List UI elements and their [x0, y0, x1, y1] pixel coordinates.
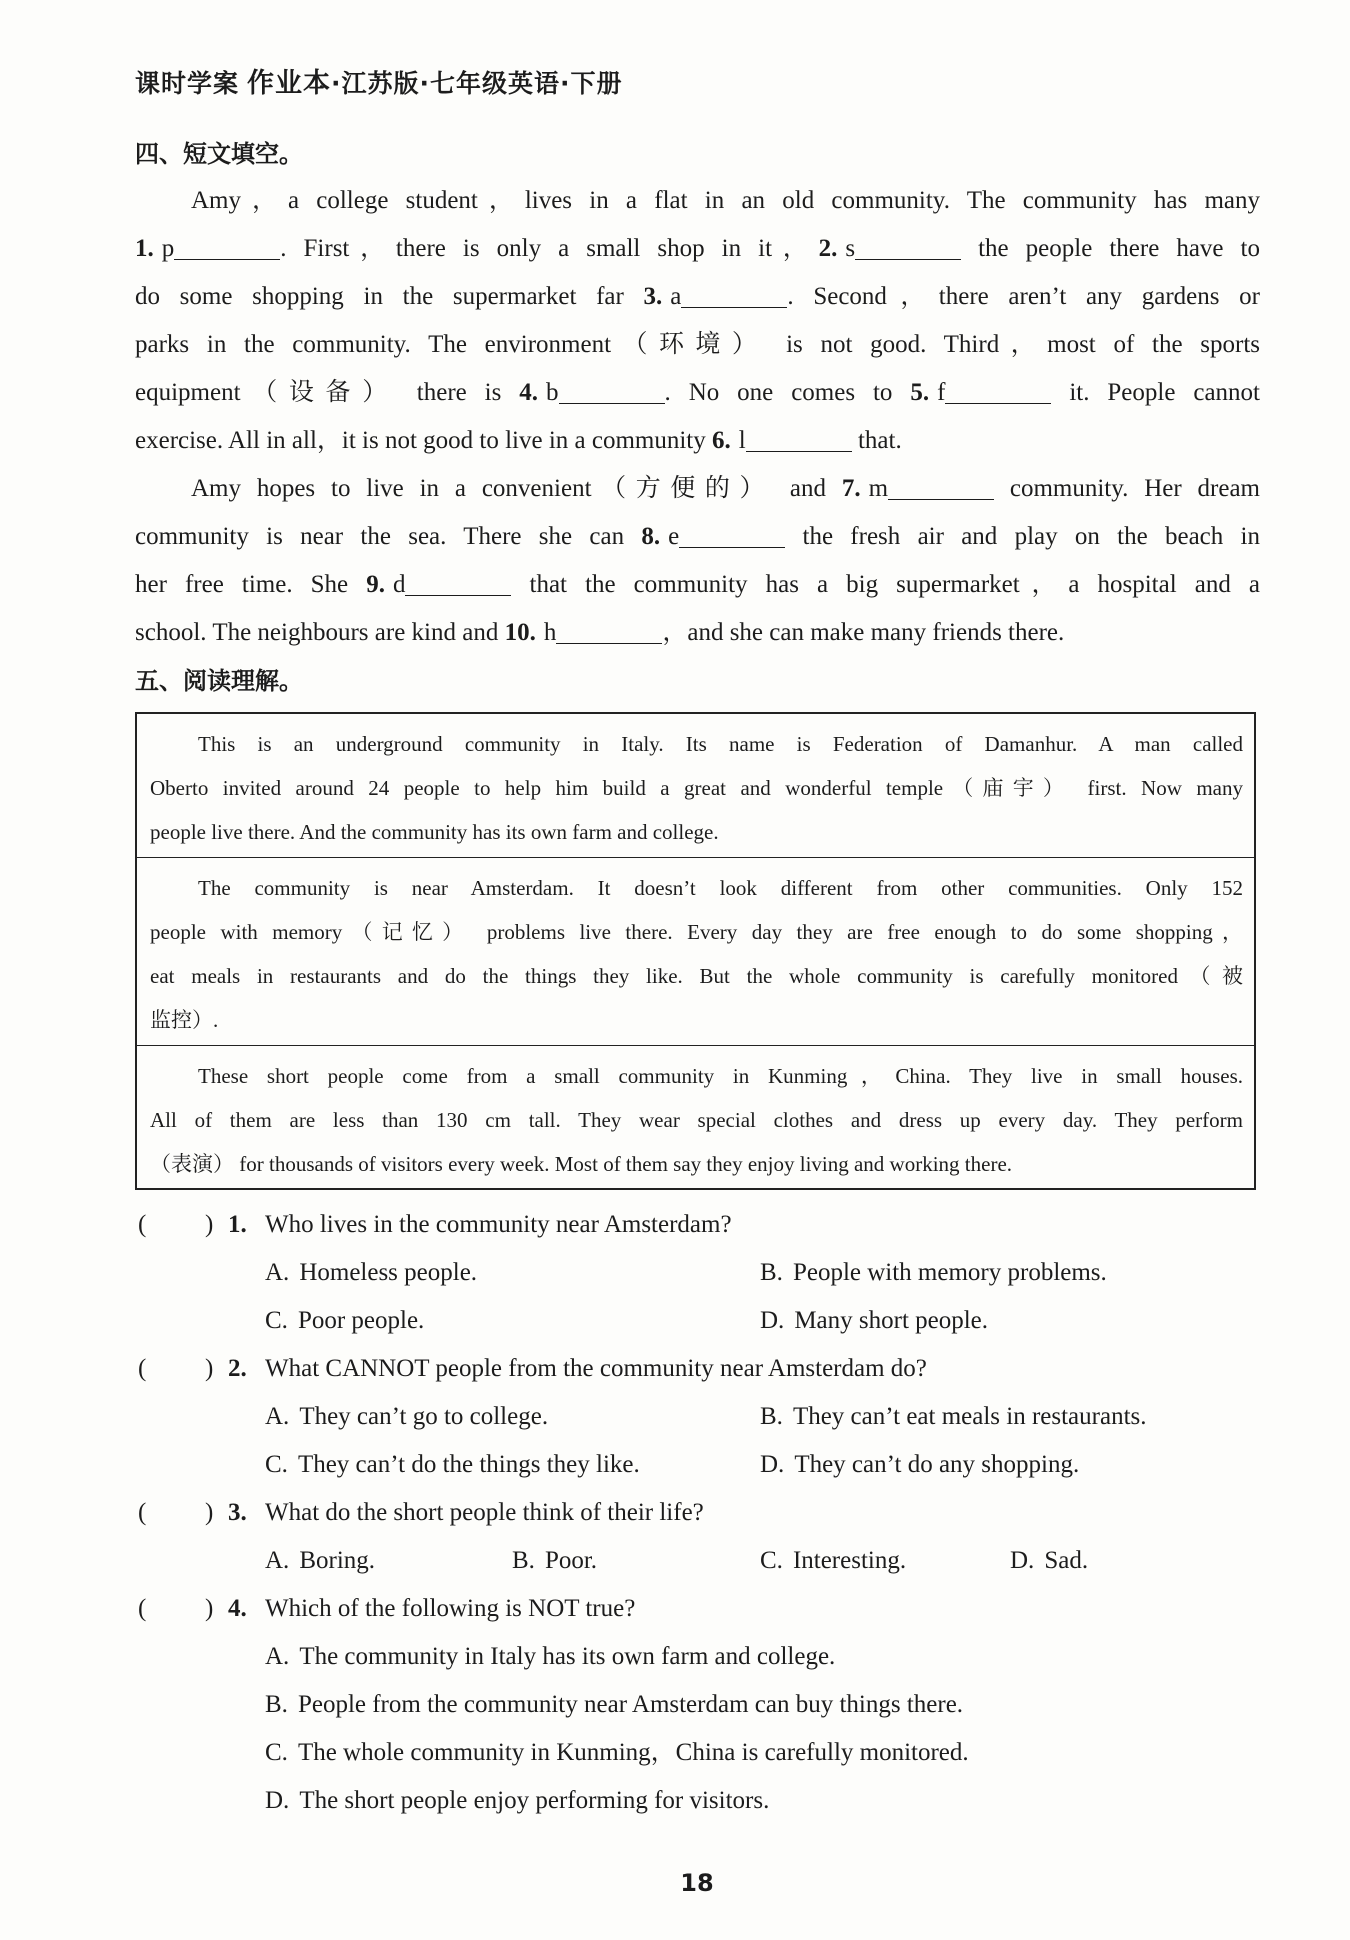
blank-2	[819, 235, 961, 262]
blank-number: 3.	[643, 283, 663, 310]
blank-initial-letter: m	[868, 475, 889, 502]
option-label: D.	[760, 1451, 785, 1478]
text-run: her free time. She	[135, 571, 367, 598]
option-label: B.	[760, 1403, 783, 1430]
paragraph-2	[135, 465, 1260, 657]
text-line	[135, 225, 1260, 273]
text-line	[150, 1142, 1243, 1186]
blank-initial-letter: l	[738, 427, 746, 454]
blank-number: 7.	[841, 475, 861, 502]
text-run: community. Her dream	[994, 475, 1260, 502]
blank-underline	[405, 595, 511, 596]
blank-5	[910, 379, 1051, 406]
option-label: A.	[265, 1547, 290, 1574]
blank-9	[366, 571, 511, 598]
option-text: Homeless people.	[299, 1259, 478, 1286]
blank-initial-letter: f	[937, 379, 946, 406]
reading-questions	[0, 1201, 1350, 1825]
question-1	[0, 1201, 1350, 1249]
text-run: community is near the sea. There she can	[135, 523, 642, 550]
text-run: Amy hopes to live in a convenient（方便的） and	[191, 475, 842, 502]
blank-underline	[681, 307, 787, 308]
option-text: They can’t go to college.	[299, 1403, 549, 1430]
option-b	[760, 1393, 1147, 1441]
text-run: 监控）.	[150, 1008, 219, 1032]
option-label: D.	[760, 1307, 785, 1334]
option-c	[265, 1729, 969, 1777]
text-run: This is an underground community in Italy. Its name is Federation of Damanhur. A man called	[198, 732, 1243, 756]
option-text: They can’t do the things they like.	[297, 1451, 640, 1478]
answer-bracket-open: (	[138, 1499, 147, 1526]
blank-underline	[746, 451, 852, 452]
blank-initial-letter: a	[670, 283, 682, 310]
option-label: C.	[265, 1739, 288, 1766]
answer-bracket-open: (	[138, 1355, 147, 1382]
text-line	[150, 1054, 1243, 1098]
blank-underline	[945, 403, 1051, 404]
text-run: do some shopping in the supermarket far	[135, 283, 644, 310]
text-line	[135, 609, 1260, 657]
answer-bracket-close: )	[205, 1355, 214, 1382]
running-header	[135, 66, 623, 102]
answer-bracket-close: )	[205, 1595, 214, 1622]
option-a	[265, 1249, 477, 1297]
cloze-passage	[135, 177, 1260, 657]
blank-initial-letter: h	[543, 619, 557, 646]
text-line	[150, 866, 1243, 910]
option-label: D.	[265, 1787, 290, 1814]
blank-initial-letter: b	[546, 379, 559, 406]
option-label: C.	[760, 1547, 783, 1574]
text-run: the people there have to	[961, 235, 1260, 262]
edition-info: ·江苏版·七年级英语·下册	[331, 69, 623, 98]
text-run: These short people come from a small community in Kunming，China. They live in small houses.	[198, 1064, 1243, 1088]
option-label: A.	[265, 1403, 290, 1430]
text-run: Amy，a college student，lives in a flat in an old community. The community has many	[191, 187, 1260, 214]
passage-2	[137, 858, 1254, 1046]
options-row	[0, 1441, 1350, 1489]
answer-bracket-close: )	[205, 1211, 214, 1238]
option-b	[760, 1249, 1107, 1297]
blank-number: 4.	[519, 379, 539, 406]
option-d	[265, 1777, 769, 1825]
text-line	[135, 369, 1260, 417]
text-run: people with memory（记忆） problems live there. Every day they are free enough to do some shopping，	[150, 920, 1243, 944]
options-row	[0, 1633, 1350, 1681]
option-d	[760, 1297, 988, 1345]
text-run: equipment（设备） there is	[135, 379, 520, 406]
option-text: The community in Italy has its own farm and college.	[299, 1643, 836, 1670]
text-run: （表演） for thousands of visitors every week. Most of them say they enjoy living and working there.	[150, 1152, 1013, 1176]
option-text: They can’t eat meals in restaurants.	[792, 1403, 1147, 1430]
option-label: B.	[512, 1547, 535, 1574]
text-run: it. People cannot	[1051, 379, 1261, 406]
text-run: the fresh air and play on the beach in	[785, 523, 1260, 550]
blank-initial-letter: s	[845, 235, 856, 262]
blank-number: 1.	[135, 235, 154, 262]
option-label: B.	[760, 1259, 783, 1286]
blank-1	[135, 235, 280, 262]
question-number: 2.	[228, 1355, 247, 1382]
text-run: ，and she can make many friends there.	[662, 619, 1065, 646]
option-text: Boring.	[299, 1547, 376, 1574]
blank-4	[519, 379, 664, 406]
option-c	[760, 1537, 906, 1585]
question-text: Which of the following is NOT true?	[265, 1595, 636, 1622]
blank-initial-letter: d	[392, 571, 406, 598]
option-a	[265, 1633, 835, 1681]
blank-number: 8.	[641, 523, 661, 550]
reading-passages-box	[135, 712, 1256, 1190]
text-line	[150, 1098, 1243, 1142]
blank-underline	[679, 547, 785, 548]
option-label: D.	[1010, 1547, 1035, 1574]
question-text: What do the short people think of their life?	[265, 1499, 704, 1526]
blank-7	[842, 475, 994, 502]
text-run: people live there. And the community has its own farm and college.	[150, 820, 719, 844]
options-row	[0, 1681, 1350, 1729]
blank-number: 9.	[366, 571, 385, 598]
blank-number: 5.	[910, 379, 930, 406]
option-d	[1010, 1537, 1088, 1585]
options-row	[0, 1777, 1350, 1825]
options-row	[0, 1537, 1350, 1585]
question-text: What CANNOT people from the community near Amsterdam do?	[265, 1355, 927, 1382]
option-text: People with memory problems.	[792, 1259, 1107, 1286]
text-run: parks in the community. The environment（环境） is not good. Third，most of the sports	[135, 331, 1260, 358]
text-run: exercise. All in all，it is not good to live in a community	[135, 427, 713, 454]
option-d	[760, 1441, 1079, 1489]
option-text: Many short people.	[794, 1307, 989, 1334]
options-row	[0, 1729, 1350, 1777]
text-run: All of them are less than 130 cm tall. They wear special clothes and dress up every day. They perform	[150, 1108, 1243, 1132]
text-line	[150, 954, 1243, 998]
answer-bracket-open: (	[138, 1595, 147, 1622]
question-number: 1.	[228, 1211, 247, 1238]
option-a	[265, 1393, 548, 1441]
text-line	[135, 561, 1260, 609]
text-line	[150, 910, 1243, 954]
series-name: 课时学案	[135, 69, 240, 98]
text-line	[135, 465, 1260, 513]
text-line	[135, 417, 1260, 465]
option-a	[265, 1537, 375, 1585]
option-text: Sad.	[1044, 1547, 1089, 1574]
blank-10	[505, 619, 663, 646]
blank-3	[644, 283, 788, 310]
text-run: that.	[851, 427, 902, 454]
passage-1	[137, 714, 1254, 858]
paragraph-1	[135, 177, 1260, 465]
blank-number: 10.	[504, 619, 536, 646]
option-text: The whole community in Kunming，China is carefully monitored.	[297, 1739, 969, 1766]
answer-bracket-close: )	[205, 1499, 214, 1526]
text-run: eat meals in restaurants and do the things they like. But the whole community is carefully monitored（被	[150, 964, 1243, 988]
question-3	[0, 1489, 1350, 1537]
option-text: Poor people.	[297, 1307, 425, 1334]
text-run: The community is near Amsterdam. It doesn’t look different from other communities. Only 152	[198, 876, 1243, 900]
blank-initial-letter: e	[668, 523, 680, 550]
option-text: They can’t do any shopping.	[794, 1451, 1080, 1478]
option-label: C.	[265, 1307, 288, 1334]
passage-3	[137, 1046, 1254, 1188]
question-text: Who lives in the community near Amsterdam?	[265, 1211, 732, 1238]
option-text: The short people enjoy performing for visitors.	[299, 1787, 770, 1814]
option-label: A.	[265, 1259, 290, 1286]
text-line	[150, 810, 1243, 854]
option-label: C.	[265, 1451, 288, 1478]
answer-bracket-open: (	[138, 1211, 147, 1238]
question-4	[0, 1585, 1350, 1633]
blank-underline	[855, 259, 961, 260]
text-run: . Second，there aren’t any gardens or	[787, 283, 1260, 310]
text-run: school. The neighbours are kind and	[135, 619, 505, 646]
section-heading-reading: 五、阅读理解。	[135, 667, 303, 695]
text-line	[135, 321, 1260, 369]
text-line	[135, 177, 1260, 225]
option-b	[512, 1537, 597, 1585]
option-text: Interesting.	[792, 1547, 907, 1574]
text-run: . First，there is only a small shop in it，	[280, 235, 819, 262]
blank-underline	[174, 259, 280, 260]
text-line	[150, 998, 1243, 1042]
text-run: Oberto invited around 24 people to help him build a great and wonderful temple（庙宇） first. Now many	[150, 776, 1243, 800]
option-text: People from the community near Amsterdam can buy things there.	[297, 1691, 964, 1718]
text-line	[135, 513, 1260, 561]
text-line	[150, 722, 1243, 766]
page-number: 18	[680, 1869, 714, 1897]
option-c	[265, 1441, 640, 1489]
text-run: . No one comes to	[664, 379, 911, 406]
section-heading-cloze: 四、短文填空。	[135, 140, 303, 168]
option-b	[265, 1681, 963, 1729]
option-c	[265, 1297, 424, 1345]
blank-8	[641, 523, 785, 550]
blank-underline	[559, 403, 665, 404]
question-2	[0, 1345, 1350, 1393]
option-label: B.	[265, 1691, 288, 1718]
blank-underline	[888, 499, 994, 500]
text-line	[150, 766, 1243, 810]
book-name: 作业本	[247, 68, 332, 99]
option-label: A.	[265, 1643, 290, 1670]
question-number: 3.	[228, 1499, 247, 1526]
options-row	[0, 1249, 1350, 1297]
blank-underline	[556, 643, 662, 644]
blank-number: 6.	[712, 427, 731, 454]
blank-initial-letter: p	[161, 235, 175, 262]
options-row	[0, 1393, 1350, 1441]
blank-6	[712, 427, 852, 454]
text-line	[135, 273, 1260, 321]
text-run: that the community has a big supermarket，a hospital and a	[511, 571, 1260, 598]
question-number: 4.	[228, 1595, 247, 1622]
option-text: Poor.	[544, 1547, 598, 1574]
blank-number: 2.	[818, 235, 838, 262]
options-row	[0, 1297, 1350, 1345]
